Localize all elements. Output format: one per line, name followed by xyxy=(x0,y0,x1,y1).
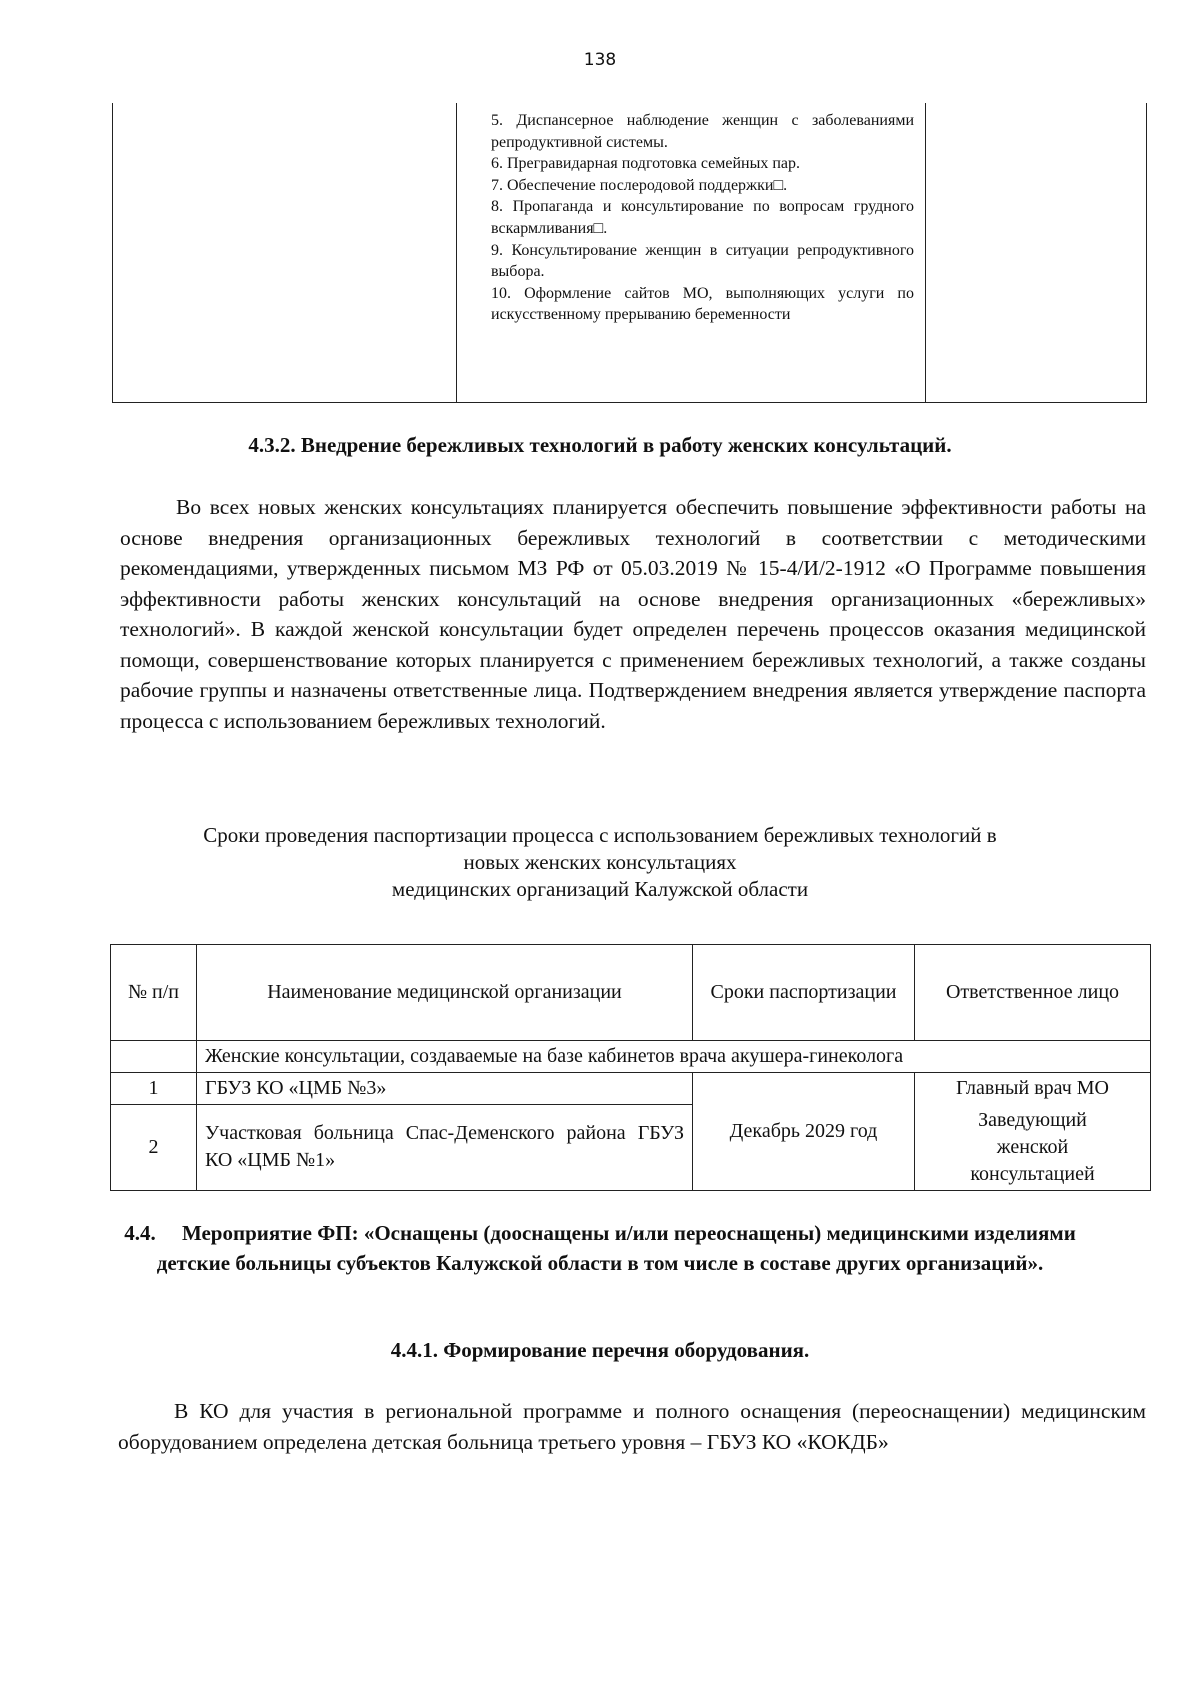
row-number: 2 xyxy=(111,1105,197,1191)
body-paragraph xyxy=(120,492,1146,736)
list-item: 5. Диспансерное наблюдение женщин с заболеваниями репродуктивной системы. xyxy=(491,112,914,151)
responsible-cell: Главный врач МО xyxy=(915,1073,1151,1105)
table-group-row xyxy=(111,1041,1151,1073)
caption-line: Сроки проведения паспортизации процесса с использованием бережливых технологий в xyxy=(203,823,997,847)
header-cell: Наименование медицинской организации xyxy=(197,945,693,1041)
section-heading: 4.4.1. Формирование перечня оборудования. xyxy=(390,1338,810,1362)
row-number: 1 xyxy=(111,1073,197,1105)
deadline-cell: Декабрь 2029 год xyxy=(693,1073,915,1191)
list-item: 7. Обеспечение послеродовой поддержки□. xyxy=(491,176,788,194)
heading-number: 4.4. xyxy=(124,1221,156,1245)
list-item: 8. Пропаганда и консультирование по вопросам грудного вскармливания□. xyxy=(491,198,914,237)
list-item: 10. Оформление сайтов МО, выполняющих услуги по искусственному прерыванию беременности xyxy=(491,284,914,324)
responsible-cell: Заведующий женской консультацией xyxy=(915,1105,1151,1191)
table-row xyxy=(111,1105,1151,1191)
org-name: Участковая больница Спас-Деменского района ГБУЗ КО «ЦМБ №1» xyxy=(197,1105,693,1191)
section-heading xyxy=(0,1218,1200,1278)
paragraph-text: Во всех новых женских консультациях планируется обеспечить повышение эффективности работы на основе внедрения организационных бережливых технологий в соответствии с методическими рекомендациями, утвержденных письмом МЗ РФ от 05.03.2019 № 15-4/И/2-1912 «О Программе повышения эффективности работы женских консультаций на основе внедрения организационных «бережливых» технологий». В каждой женской консультации будет определен перечень процессов оказания медицинской помощи, совершенствование которых планируется с применением бережливых технологий, а также созданы рабочие группы и назначены ответственные лица. Подтверждением внедрения является утверждение паспорта процесса с использованием бережливых технологий. xyxy=(120,495,1146,733)
group-cell: Женские консультации, создаваемые на базе кабинетов врача акушера-гинеколога xyxy=(197,1041,1151,1073)
table-row xyxy=(111,1073,1151,1105)
list-item: 6. Прегравидарная подготовка семейных пар. xyxy=(491,155,801,173)
table-header-row xyxy=(111,945,1151,1041)
page-number: 138 xyxy=(583,50,617,70)
table-divider xyxy=(456,103,457,402)
section-heading: 4.3.2. Внедрение бережливых технологий в работу женских консультаций. xyxy=(248,433,952,457)
list-item: 9. Консультирование женщин в ситуации репродуктивного выбора. xyxy=(491,241,914,281)
table-caption xyxy=(0,822,1200,903)
caption-line: новых женских консультациях xyxy=(463,850,737,874)
table-divider xyxy=(925,103,926,402)
header-cell: № п/п xyxy=(111,945,197,1041)
top-list xyxy=(491,110,914,326)
schedule-table xyxy=(110,944,1151,1191)
heading-text: Мероприятие ФП: «Оснащены (дооснащены и/или переоснащены) медицинскими изделиями детские больницы субъектов Калужской области в том числе в составе других организаций». xyxy=(156,1221,1076,1275)
header-cell: Сроки паспортизации xyxy=(693,945,915,1041)
paragraph-text: В КО для участия в региональной программе и полного оснащения (переоснащении) медицинским оборудованием определена детская больница третьего уровня – ГБУЗ КО «КОКДБ» xyxy=(118,1399,1146,1454)
header-cell: Ответственное лицо xyxy=(915,945,1151,1041)
body-paragraph xyxy=(118,1396,1146,1457)
caption-line: медицинских организаций Калужской области xyxy=(391,877,809,901)
org-name: ГБУЗ КО «ЦМБ №3» xyxy=(197,1073,693,1105)
